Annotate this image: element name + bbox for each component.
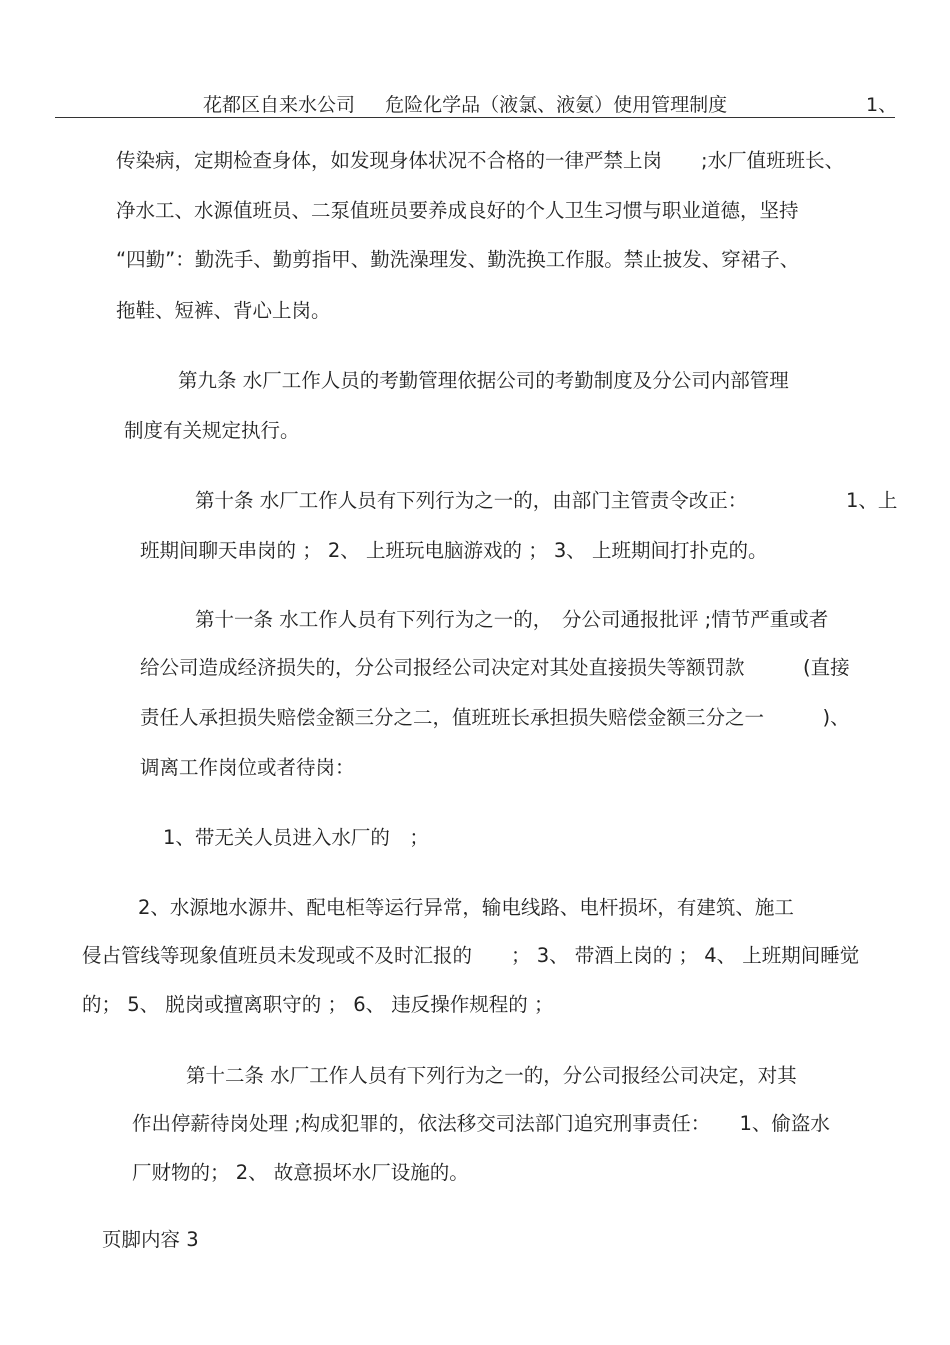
article-10-item-1: 1、上 [846,489,898,512]
article-11-line: 调离工作岗位或者待岗： [140,756,355,779]
article-11-line: 给公司造成经济损失的，分公司报经公司决定对其处直接损失等额罚款 (直接 [140,656,850,679]
article-11-line: 责任人承担损失赔偿金额三分之二，值班班长承担损失赔偿金额三分之一 )、 [140,706,850,729]
header-page-number: 1、 [866,94,898,116]
article-10-line: 班期间聊天串岗的 ； 2、 上班玩电脑游戏的 ； 3、 上班期间打扑克的。 [140,539,768,562]
body-line: 拖鞋、短裤、背心上岗。 [116,299,331,322]
article-12-line: 第十二条 水厂工作人员有下列行为之一的，分公司报经公司决定，对其 [186,1064,797,1087]
header-rule [55,117,895,118]
article-12-line: 作出停薪待岗处理 ;构成犯罪的，依法移交司法部门追究刑事责任： 1、偷盗水 [132,1112,830,1135]
article-11-line: 第十一条 水工作人员有下列行为之一的， 分公司通报批评 ;情节严重或者 [195,608,829,631]
body-line: “四勤”：勤洗手、勤剪指甲、勤洗澡理发、勤洗换工作服。禁止披发、穿裙子、 [116,248,800,271]
article-9-line: 制度有关规定执行。 [124,419,300,442]
list-item: 2、水源地水源井、配电柜等运行异常，输电线路、电杆损坏，有建筑、施工 [138,896,794,919]
header-title: 危险化学品（液氯、液氨）使用管理制度 [385,94,728,116]
page-header [203,90,727,117]
list-item: 1、带无关人员进入水厂的 ； [163,826,429,849]
body-line: 净水工、水源值班员、二泵值班员要养成良好的个人卫生习惯与职业道德，坚持 [116,199,799,222]
header-company: 花都区自来水公司 [203,94,356,116]
page-footer: 页脚内容 3 [102,1228,199,1251]
body-line: 传染病，定期检查身体，如发现身体状况不合格的一律严禁上岗 ;水厂值班班长、 [116,149,845,172]
article-9-line: 第九条 水厂工作人员的考勤管理依据公司的考勤制度及分公司内部管理 [178,369,789,392]
list-item: 的； 5、 脱岗或擅离职守的 ； 6、 违反操作规程的 ； [82,993,554,1016]
list-item: 侵占管线等现象值班员未发现或不及时汇报的 ； 3、 带酒上岗的 ； 4、 上班期间睡觉 [82,944,860,967]
article-10-line: 第十条 水厂工作人员有下列行为之一的，由部门主管责令改正： [195,489,748,512]
article-12-line: 厂财物的； 2、 故意损坏水厂设施的。 [132,1161,469,1184]
